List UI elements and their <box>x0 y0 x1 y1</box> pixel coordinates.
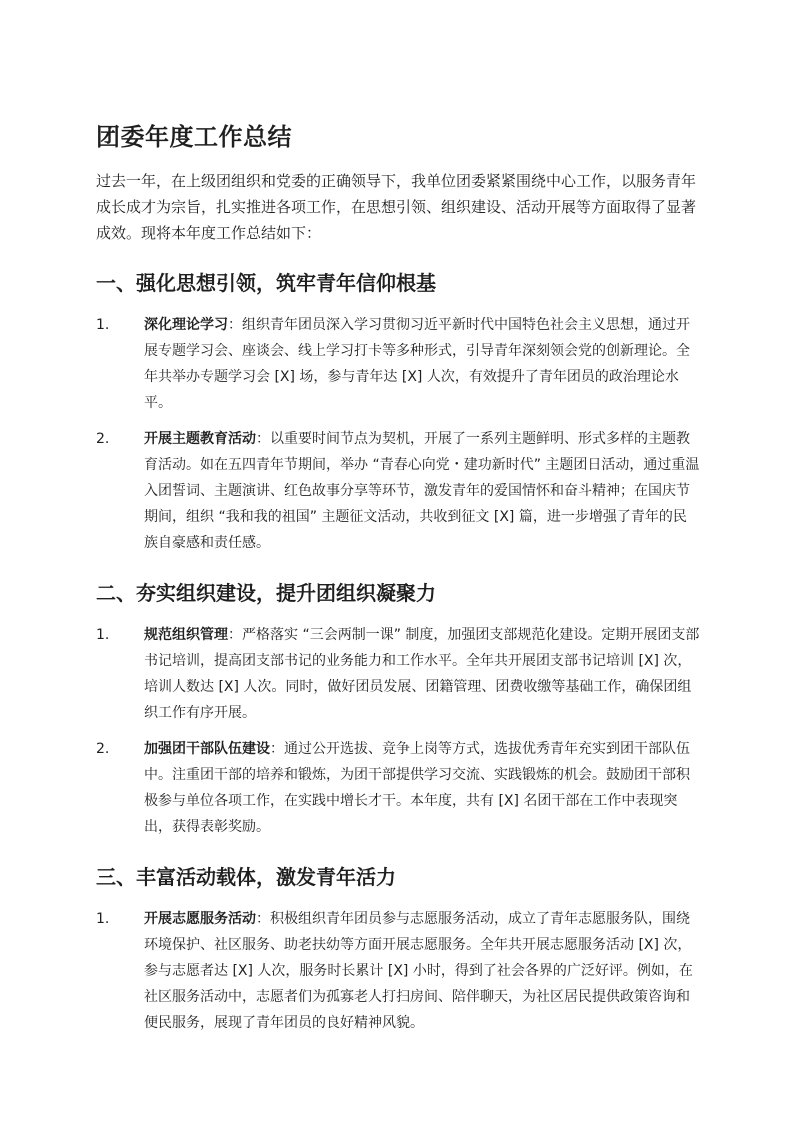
section-list <box>96 622 700 840</box>
list-item <box>96 906 700 1036</box>
list-item-lead: 开展主题教育活动 <box>144 431 256 447</box>
list-item-number: 1. <box>96 627 110 643</box>
list-item-number: 1. <box>96 317 110 333</box>
section-list <box>96 312 700 556</box>
list-item-number: 2. <box>96 741 110 757</box>
section-title: 一、强化思想引领，筑牢青年信仰根基 <box>96 271 436 295</box>
section-organization <box>96 578 700 840</box>
list-item-text: ：通过公开选拔、竞争上岗等方式，选拔优秀青年充实到团干部队伍中。注重团干部的培养和锻炼，为团干部提供学习交流、实践锻炼的机会。鼓励团干部积极参与单位各项工作，在实践中增长才干。本年度，共有 [X] 名团干部在工作中表现突出，获得表彰奖励。 <box>144 741 690 835</box>
list-item-text: ：以重要时间节点为契机，开展了一系列主题鲜明、形式多样的主题教育活动。如在五四青年节期间，举办 “青春心向党・建功新时代” 主题团日活动，通过重温入团誓词、主题演讲、红色故事分享等环节，激发青年的爱国情怀和奋斗精神；在国庆节期间，组织 “我和我的祖国” 主题征文活动，共收到征文 [X] 篇，进一步增强了青年的民族自豪感和责任感。 <box>144 431 700 551</box>
list-item-body <box>144 736 700 840</box>
list-item-body <box>144 426 700 556</box>
document-page <box>96 120 700 1058</box>
section-list <box>96 906 700 1036</box>
list-item-lead: 加强团干部队伍建设 <box>144 741 270 757</box>
list-item-text: ：积极组织青年团员参与志愿服务活动，成立了青年志愿服务队，围绕环境保护、社区服务、助老扶幼等方面开展志愿服务。全年共开展志愿服务活动 [X] 次，参与志愿者达 [X] 人次，服务时长累计 [X] 小时，得到了社会各界的广泛好评。例如，在社区服务活动中，志愿者们为孤寡老人打扫房间、陪伴聊天，为社区居民提供政策咨询和便民服务，展现了青年团员的良好精神风貌。 <box>144 911 693 1031</box>
list-item-body <box>144 906 700 1036</box>
list-item-lead: 规范组织管理 <box>144 627 228 643</box>
list-item-text: ：组织青年团员深入学习贯彻习近平新时代中国特色社会主义思想，通过开展专题学习会、座谈会、线上学习打卡等多种形式，引导青年深刻领会党的创新理论。全年共举办专题学习会 [X] 场，参与青年达 [X] 人次，有效提升了青年团员的政治理论水平。 <box>144 317 690 411</box>
list-item <box>96 736 700 840</box>
section-ideology <box>96 268 700 556</box>
list-item <box>96 622 700 726</box>
list-item-number: 1. <box>96 911 110 927</box>
list-item-body <box>144 312 700 416</box>
list-item-lead: 深化理论学习 <box>144 317 228 333</box>
document-title: 团委年度工作总结 <box>96 123 292 151</box>
section-activities <box>96 862 700 1036</box>
list-item-number: 2. <box>96 431 110 447</box>
list-item <box>96 426 700 556</box>
list-item-lead: 开展志愿服务活动 <box>144 911 256 927</box>
list-item-text: ：严格落实 “三会两制一课” 制度，加强团支部规范化建设。定期开展团支部书记培训，提高团支部书记的业务能力和工作水平。全年共开展团支部书记培训 [X] 次，培训人数达 [X] 人次。同时，做好团员发展、团籍管理、团费收缴等基础工作，确保团组织工作有序开展。 <box>144 627 700 721</box>
list-item <box>96 312 700 416</box>
section-title: 二、夯实组织建设，提升团组织凝聚力 <box>96 581 436 605</box>
list-item-body <box>144 622 700 726</box>
intro-paragraph: 过去一年，在上级团组织和党委的正确领导下，我单位团委紧紧围绕中心工作，以服务青年成长成才为宗旨，扎实推进各项工作，在思想引领、组织建设、活动开展等方面取得了显著成效。现将本年度工作总结如下： <box>96 172 697 242</box>
section-title: 三、丰富活动载体，激发青年活力 <box>96 865 396 889</box>
